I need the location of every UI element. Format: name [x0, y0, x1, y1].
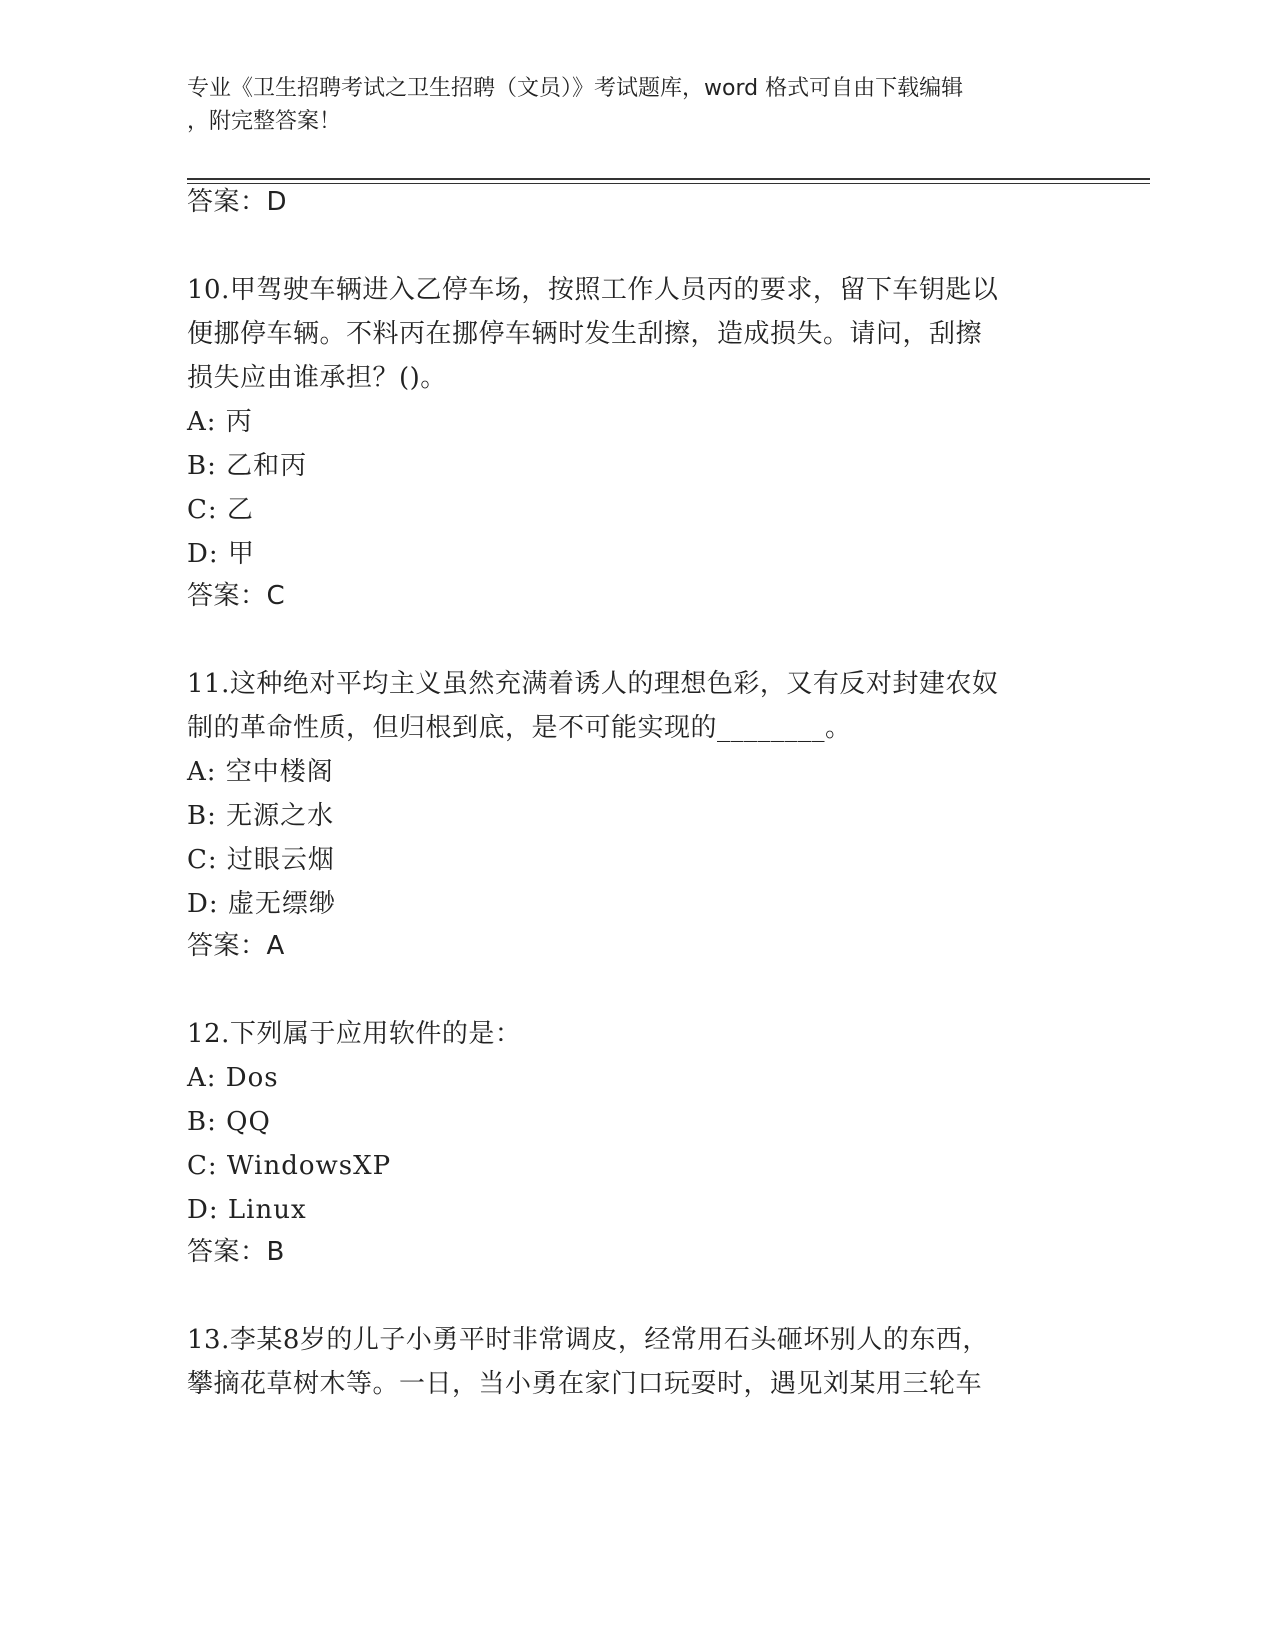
question-11-stem-line-1: 11.这种绝对平均主义虽然充满着诱人的理想色彩，又有反对封建农奴: [187, 669, 999, 699]
header-rule-thick: [187, 178, 1150, 180]
question-10-option-b: B: 乙和丙: [187, 451, 308, 481]
header-line-1: 专业《卫生招聘考试之卫生招聘（文员）》考试题库，word 格式可自由下载编辑: [187, 76, 964, 101]
question-12-option-b: B: QQ: [187, 1107, 271, 1137]
question-11-option-d: D: 虚无缥缈: [187, 889, 336, 919]
question-10-stem-line-1: 10.甲驾驶车辆进入乙停车场，按照工作人员丙的要求，留下车钥匙以: [187, 275, 999, 305]
question-11-option-b: B: 无源之水: [187, 801, 335, 831]
question-12-option-c: C: WindowsXP: [187, 1151, 392, 1181]
question-10-option-a: A: 丙: [187, 407, 253, 437]
question-12-answer: 答案：B: [187, 1237, 285, 1267]
question-10-answer: 答案：C: [187, 581, 286, 611]
question-10-stem-line-2: 便挪停车辆。不料丙在挪停车辆时发生刮擦，造成损失。请问，刮擦: [187, 319, 983, 349]
page-header: [187, 72, 1067, 138]
question-13-stem-line-1: 13.李某8岁的儿子小勇平时非常调皮，经常用石头砸坏别人的东西，: [187, 1325, 989, 1355]
question-10-option-d: D: 甲: [187, 539, 255, 569]
question-11-stem-line-2: 制的革命性质，但归根到底，是不可能实现的________。: [187, 713, 852, 743]
question-10-option-c: C: 乙: [187, 495, 254, 525]
question-13-stem-line-2: 攀摘花草树木等。一日，当小勇在家门口玩耍时，遇见刘某用三轮车: [187, 1369, 983, 1399]
header-rule-thin: [187, 183, 1150, 184]
question-11-answer: 答案：A: [187, 931, 285, 961]
question-12-stem-line-1: 12.下列属于应用软件的是：: [187, 1019, 522, 1049]
previous-answer: 答案：D: [187, 187, 288, 217]
question-11-option-c: C: 过眼云烟: [187, 845, 335, 875]
question-11-option-a: A: 空中楼阁: [187, 757, 334, 787]
question-12-option-a: A: Dos: [187, 1063, 279, 1093]
question-10-stem-line-3: 损失应由谁承担？()。: [187, 363, 447, 393]
header-line-2: ，附完整答案！: [187, 109, 342, 134]
question-12-option-d: D: Linux: [187, 1195, 307, 1225]
